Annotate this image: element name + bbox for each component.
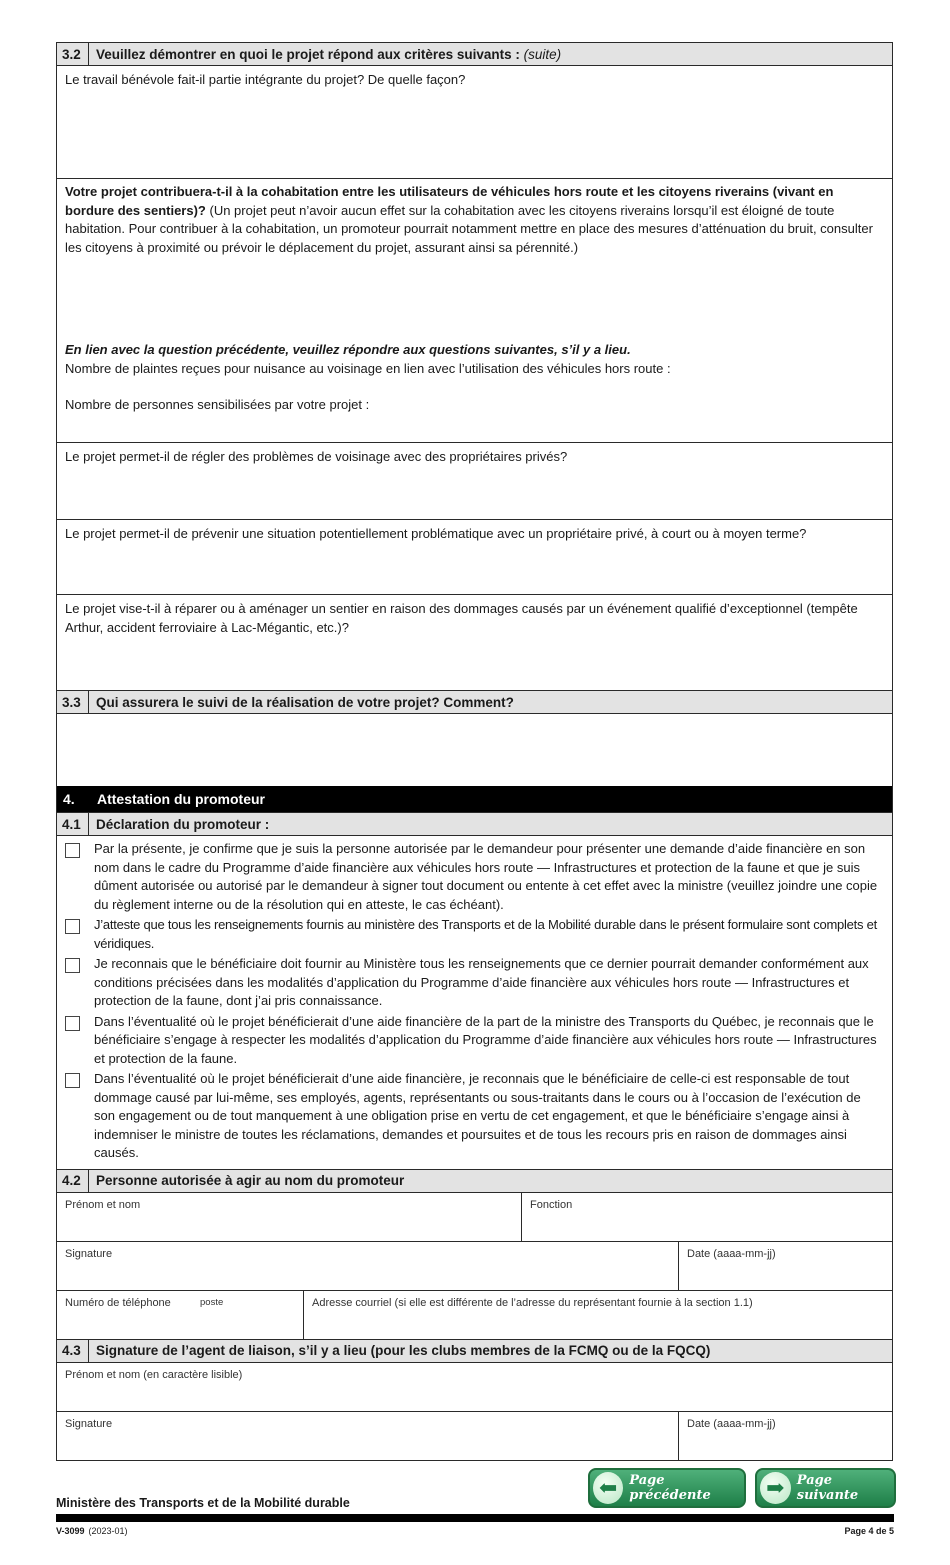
plaintes-question: Nombre de plaintes reçues pour nuisance au voisinage en lien avec l’utilisation des véhicules hors route : [65, 360, 671, 376]
declaration-checkbox[interactable] [65, 843, 80, 858]
next-page-button[interactable] [755, 1468, 896, 1508]
courriel-field[interactable]: Adresse courriel (si elle est différente de l’adresse du représentant fournie à la section 1.1) [312, 1296, 753, 1309]
declaration-item [65, 1013, 884, 1069]
previous-page-label: Page précédente [629, 1473, 711, 1503]
declaration-checkbox[interactable] [65, 958, 80, 973]
agent-prenom-nom-field[interactable]: Prénom et nom (en caractère lisible) [65, 1368, 243, 1381]
declaration-checkbox[interactable] [65, 1073, 80, 1088]
agent-signature-field[interactable]: Signature [57, 1412, 679, 1460]
declaration-text: Dans l’éventualité où le projet bénéficierait d’une aide financière, je reconnais que le bénéficiaire de celle-ci est responsable de tout dommage causé par lui-même, ses employés, agents, représentants ou sous-traitants dans le cours ou à l’occasion de l’exécution de son engagement ou de tout manquement à une obligation prise en vertu de cet engagement, et que le bénéficiaire s’engage ainsi à indemniser le ministre de toutes les réclamations, demandes et poursuites et de tous les recours pris en raison de dommages ainsi causés. [94, 1071, 861, 1160]
section-4-3-header [57, 1340, 892, 1363]
agent-date-field[interactable]: Date (aaaa-mm-jj) [687, 1417, 776, 1430]
benevole-answer-field[interactable] [57, 66, 892, 179]
prevenir-answer-field[interactable] [57, 520, 892, 595]
ministry-name: Ministère des Transports et de la Mobilité durable [56, 1496, 350, 1510]
section-title: Qui assurera le suivi de la réalisation de votre projet? Comment? [96, 694, 514, 710]
next-page-label: Page suivante [796, 1473, 859, 1503]
declaration-text: J’atteste que tous les renseignements fournis au ministère des Transports et de la Mobilité durable dans le présent formulaire sont complets et véridiques. [94, 917, 877, 951]
section-number: 4.2 [57, 1170, 89, 1192]
declaration-checkbox[interactable] [65, 1016, 80, 1031]
section-number: 4.1 [57, 813, 89, 835]
fonction-field[interactable]: Fonction [530, 1198, 573, 1211]
section-4-1-header [57, 813, 892, 836]
section-number: 4. [63, 791, 75, 807]
declaration-text: Je reconnais que le bénéficiaire doit fournir au Ministère tous les renseignements que ce dernier pourrait demander conformément aux conditions précisées dans les modalités d’application du Programme d’aide financière aux véhicules hors route — Infrastructures et protection de la faune, dont j’ai pris connaissance. [94, 956, 869, 1008]
section-4-2-header [57, 1170, 892, 1193]
agent-signature-date-row [57, 1412, 892, 1460]
phone-email-row [57, 1291, 892, 1340]
agent-name-row [57, 1363, 892, 1412]
declaration-text: Par la présente, je confirme que je suis la personne autorisée par le demandeur pour présenter une demande d’aide financière en son nom dans le cadre du Programme d’aide financière aux véhicules hors route — Infrastructures et protection de la faune et que je suis dûment autorisée ou autorisé par le demandeur à signer tout document ou entente à cet effet avec la ministre (veuillez joindre une copie du règlement interne ou de la résolution qui en atteste, le cas échéant). [94, 841, 878, 912]
signature-field[interactable]: Signature [57, 1242, 679, 1290]
form-page [56, 42, 893, 1461]
section-number: 4.3 [57, 1340, 89, 1362]
declaration-item [65, 840, 884, 914]
section-4-header [57, 786, 892, 813]
previous-page-button[interactable] [588, 1468, 746, 1508]
declaration-item [65, 1070, 884, 1163]
declaration-item [65, 916, 884, 953]
signature-date-row [57, 1242, 892, 1291]
suivi-answer-field[interactable] [57, 714, 892, 786]
section-title: Personne autorisée à agir au nom du promoteur [96, 1173, 405, 1188]
reparer-question: Le projet vise-t-il à réparer ou à aménager un sentier en raison des dommages causés par un événement qualifié d’exceptionnel (tempête Arthur, accident ferroviaire à Lac-Mégantic, etc.)? [65, 601, 858, 635]
section-title: Veuillez démontrer en quoi le projet répond aux critères suivants : (suite) [96, 46, 562, 62]
section-title: Attestation du promoteur [97, 791, 265, 807]
poste-label: poste [200, 1296, 224, 1308]
footer-rule [56, 1514, 894, 1522]
section-number: 3.3 [57, 691, 89, 713]
declaration-item [65, 955, 884, 1011]
telephone-field[interactable]: Numéro de téléphone poste [57, 1291, 304, 1339]
declaration-list [57, 836, 892, 1170]
cohabitation-question: Votre projet contribuera-t-il à la cohabitation entre les utilisateurs de véhicules hors route et les citoyens riverains (vivant en bordure des sentiers)? (Un projet peut n’avoir aucun effet sur la cohabitation avec les citoyens riverains lorsqu’il est éloigné de toute habitation. Pour contribuer à la cohabitation, un promoteur pourrait notamment mettre en place des mesures d’atténuation du bruit, consulter les citoyens à proximité ou prévoir le déplacement du projet, assurant ainsi sa pérennité.) [65, 184, 873, 255]
section-number: 3.2 [57, 43, 89, 65]
benevole-question: Le travail bénévole fait-il partie intégrante du projet? De quelle façon? [65, 72, 466, 87]
suite-label: (suite) [523, 46, 562, 62]
arrow-left-icon: ⬅ [593, 1472, 623, 1504]
section-title: Déclaration du promoteur : [96, 816, 270, 832]
name-function-row [57, 1193, 892, 1242]
section-3-3-header [57, 691, 892, 714]
reparer-answer-field[interactable] [57, 595, 892, 691]
regler-question: Le projet permet-il de régler des problèmes de voisinage avec des propriétaires privés? [65, 449, 568, 464]
cohabitation-answer-field[interactable] [57, 179, 892, 443]
declaration-text: Dans l’éventualité où le projet bénéficierait d’une aide financière de la part de la ministre des Transports du Québec, je reconnais que le bénéficiaire s’engage à respecter les modalités d’application du Programme d’aide financière aux véhicules hors route — Infrastructures et protection de la faune. [94, 1013, 877, 1066]
declaration-checkbox[interactable] [65, 919, 80, 934]
form-code: V-3099 (2023-01) [56, 1526, 128, 1536]
prenom-nom-field[interactable]: Prénom et nom [57, 1193, 522, 1241]
regler-answer-field[interactable] [57, 443, 892, 520]
section-title: Signature de l’agent de liaison, s’il y a lieu (pour les clubs membres de la FCMQ ou de la FQCQ) [96, 1343, 711, 1358]
personnes-question: Nombre de personnes sensibilisées par votre projet : [65, 397, 370, 412]
arrow-right-icon: ➡ [760, 1472, 791, 1504]
lien-instruction: En lien avec la question précédente, veuillez répondre aux questions suivantes, s’il y a lieu. [65, 342, 631, 357]
section-3-2-header [57, 43, 892, 66]
page-number: Page 4 de 5 [844, 1526, 894, 1536]
prevenir-question: Le projet permet-il de prévenir une situation potentiellement problématique avec un propriétaire privé, à court ou à moyen terme? [65, 526, 807, 541]
date-field[interactable]: Date (aaaa-mm-jj) [687, 1247, 776, 1260]
